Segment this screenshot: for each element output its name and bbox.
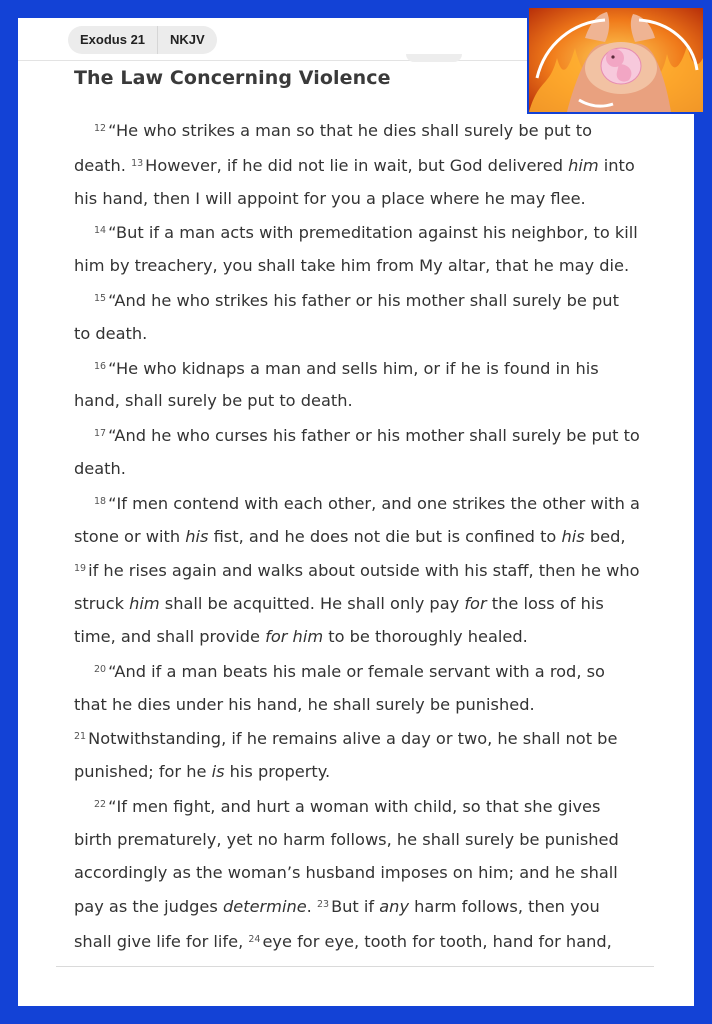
pull-tab[interactable]	[406, 54, 462, 62]
verse-text: “He who kidnaps a man and sells him, or if he is found in his hand, shall surely be put to death.	[74, 358, 599, 411]
verse-text: into his hand, then I will appoint for you a place where he may flee.	[74, 155, 635, 208]
verse-text: Notwithstanding, if he remains alive a day or two, he shall not be punished; for he	[74, 729, 618, 782]
verse-text: However, if he did not lie in wait, but God delivered	[145, 155, 569, 175]
italic-word: for	[464, 594, 487, 614]
italic-word: his	[561, 526, 585, 546]
verse-number: 18	[94, 495, 107, 507]
verse-text: his property.	[224, 762, 331, 782]
verse-text: “And he who curses his father or his mother shall surely be put to death.	[74, 426, 640, 478]
verse-text: shall be acquitted. He shall only pay	[159, 594, 465, 614]
verse-number: 14	[94, 225, 107, 237]
verse-number: 22	[94, 798, 107, 810]
verse-number: 17	[94, 428, 107, 440]
verse-number: 23	[316, 899, 330, 911]
verse-number: 19	[74, 563, 87, 575]
section-heading: The Law Concerning Violence	[74, 67, 391, 89]
verse-text: “He who strikes a man so that he dies shall surely be put to death.	[74, 121, 592, 175]
paragraph-22	[74, 789, 640, 959]
verse-punct: .	[306, 897, 317, 917]
paragraph-15	[74, 283, 640, 351]
verse-text: the loss of his time, and shall provide	[74, 594, 604, 646]
verse-text: eye for eye, tooth for tooth, hand for hand,	[262, 932, 612, 952]
verse-text: “And he who strikes his father or his mother shall surely be put to death.	[74, 290, 619, 343]
italic-word: is	[211, 762, 225, 782]
scripture-text	[74, 113, 640, 959]
paragraph-12	[74, 113, 640, 215]
verse-number: 21	[74, 731, 87, 743]
italic-word: any	[379, 897, 410, 917]
italic-word: him	[129, 594, 160, 614]
italic-word: his	[185, 526, 209, 546]
verse-text: “If men fight, and hurt a woman with child, so that she gives birth prematurely, yet no harm follows, he shall surely be punished accordingly as the woman’s husband imposes on him; and he shall pay as the judges	[74, 796, 619, 917]
passage-selector[interactable]	[68, 26, 217, 54]
translation-button[interactable]: NKJV	[157, 26, 217, 54]
italic-word: him	[568, 155, 599, 175]
book-chapter-button[interactable]: Exodus 21	[80, 32, 146, 47]
paragraph-14	[74, 215, 640, 283]
hands-holding-embryo-image	[529, 8, 703, 112]
verse-number: 16	[94, 360, 107, 372]
verse-text: to be thoroughly healed.	[323, 626, 528, 646]
verse-text: “And if a man beats his male or female servant with a rod, so that he dies under his hand, he shall surely be punished.	[74, 661, 605, 714]
verse-text: “But if a man acts with premeditation against his neighbor, to kill him by treachery, you shall take him from My altar, that he may die.	[74, 223, 638, 276]
verse-text: if he rises again and walks about outside with his staff, then he who struck	[74, 561, 640, 614]
footer-divider	[56, 966, 654, 967]
verse-text: bed,	[584, 526, 626, 546]
italic-word: determine	[222, 897, 307, 917]
reader-page	[18, 18, 694, 1006]
paragraph-20	[74, 654, 640, 722]
verse-number: 24	[248, 934, 261, 946]
verse-text: But if	[331, 897, 380, 917]
video-thumbnail[interactable]	[527, 6, 705, 114]
italic-word: for him	[265, 626, 324, 646]
verse-text: fist, and he does not die but is confined to	[208, 526, 562, 546]
verse-number: 13	[131, 157, 144, 169]
verse-text: “If men contend with each other, and one strikes the other with a stone or with	[74, 493, 640, 546]
verse-number: 15	[94, 292, 107, 304]
paragraph-21	[74, 721, 640, 789]
paragraph-17	[74, 418, 640, 486]
verse-text: harm follows, then you shall give life for life,	[74, 897, 600, 952]
paragraph-18	[74, 486, 640, 654]
paragraph-16	[74, 351, 640, 419]
verse-number: 20	[94, 663, 107, 675]
verse-number: 12	[94, 123, 107, 134]
